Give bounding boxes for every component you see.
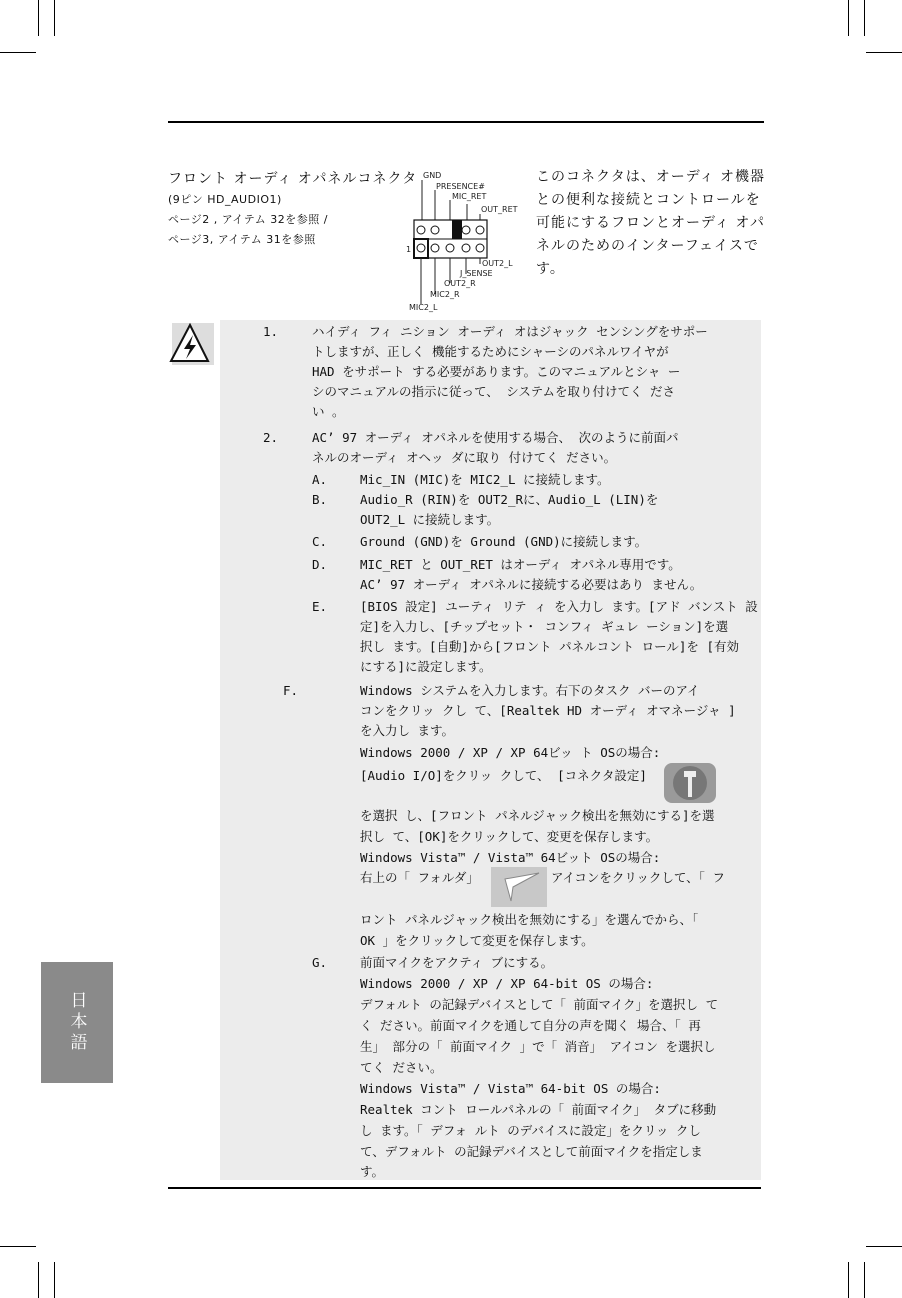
connector-ref-page3: ページ3, アイテム 31を参照 bbox=[168, 233, 316, 246]
note-text: 択し ます。[自動]から[フロント パネルコント ロール]を [有効 bbox=[360, 639, 739, 654]
note-text: 択し て、[OK]をクリックして、変更を保存します。 bbox=[360, 829, 659, 844]
label-gnd: GND bbox=[423, 171, 442, 180]
crop-mark bbox=[0, 1246, 36, 1247]
crop-mark bbox=[0, 52, 36, 53]
note-text: [BIOS 設定] ユーティ リテ ィ を入力し ます。[アド バンスト 設 bbox=[360, 599, 758, 614]
folder-icon bbox=[491, 867, 547, 911]
note-marker: 1. bbox=[263, 324, 279, 339]
note-text: Mic_IN (MIC)を MIC2_L に接続します。 bbox=[360, 472, 610, 487]
note-text: い 。 bbox=[312, 404, 345, 419]
label-mic2-l: MIC2_L bbox=[409, 303, 438, 312]
note-text: 定]を入力し、[チップセット・ コンフィ ギュレ ーション]を選 bbox=[360, 619, 729, 634]
label-mic-ret: MIC_RET bbox=[452, 192, 487, 201]
note-marker: A. bbox=[312, 472, 328, 487]
note-marker: G. bbox=[312, 955, 328, 970]
label-out2-r: OUT2_R bbox=[444, 279, 476, 288]
note-text: トしますが、正しく 機能するためにシャーシのパネルワイヤが bbox=[312, 344, 669, 359]
footer-rule bbox=[168, 1187, 761, 1189]
note-text: OUT2_L に接続します。 bbox=[360, 512, 500, 527]
connector-description bbox=[536, 166, 764, 281]
note-marker: B. bbox=[312, 492, 328, 507]
note-text: Windows 2000 / XP / XP 64-bit OS の場合: bbox=[360, 976, 654, 991]
note-text: ネルのオーディ オヘッ ダに取り 付けてく ださい。 bbox=[312, 450, 617, 465]
note-text: て、デフォルト の記録デバイスとして前面マイクを指定しま bbox=[360, 1144, 703, 1159]
crop-mark bbox=[848, 1262, 849, 1298]
description-line: 可能にするフロンとオーディ オパ bbox=[536, 215, 766, 231]
warning-lightning-icon bbox=[168, 321, 216, 373]
note-text: を選択 し、[フロント パネルジャック検出を無効にする]を選 bbox=[360, 808, 715, 823]
note-text: 前面マイクをアクティ ブにする。 bbox=[360, 955, 554, 970]
note-marker: E. bbox=[312, 599, 328, 614]
connector-ref-page2: ページ2 , アイテム 32を参照 / bbox=[168, 213, 328, 226]
connector-title: フロント オーディ オパネルコネクタ bbox=[168, 171, 418, 187]
crop-mark bbox=[866, 1246, 902, 1247]
note-text: く ださい。前面マイクを通して自分の声を聞く 場合、「 再 bbox=[360, 1018, 701, 1033]
label-presence: PRESENCE# bbox=[436, 182, 485, 191]
description-line: ネルのためのインターフェイスで bbox=[536, 238, 759, 254]
note-text: アイコンをクリックして、「 フ bbox=[551, 870, 725, 885]
note-text: AC’ 97 オーディ オパネルに接続する必要はあり ません。 bbox=[360, 577, 703, 592]
crop-mark bbox=[38, 1262, 39, 1298]
crop-mark bbox=[38, 0, 39, 36]
description-line: す。 bbox=[536, 261, 565, 277]
note-text: Windows Vista™ / Vista™ 64ビット OSの場合: bbox=[360, 850, 661, 865]
note-text: 生」 部分の「 前面マイク 」で「 消音」 アイコン を選択し bbox=[360, 1039, 716, 1054]
crop-mark bbox=[54, 0, 55, 36]
note-text: デフォルト の記録デバイスとして「 前面マイク」を選択し て bbox=[360, 997, 719, 1012]
note-text: Windows 2000 / XP / XP 64ビッ ト OSの場合: bbox=[360, 745, 661, 760]
note-text: 右上の「 フォルダ」 bbox=[360, 870, 479, 885]
label-pin-one: 1 bbox=[406, 245, 412, 254]
note-text: OK 」をクリックして変更を保存します。 bbox=[360, 933, 594, 948]
crop-mark bbox=[864, 1262, 865, 1298]
connector-pin-diagram bbox=[400, 168, 530, 322]
note-text: コンをクリッ クし て、[Realtek HD オーディ オマネージャ ] bbox=[360, 703, 736, 718]
crop-mark bbox=[848, 0, 849, 36]
note-text: す。 bbox=[360, 1164, 385, 1179]
note-text: にする]に設定します。 bbox=[360, 659, 492, 674]
language-label: 日本語 bbox=[66, 991, 87, 1054]
note-text: Audio_R (RIN)を OUT2_Rに、Audio_L (LIN)を bbox=[360, 492, 659, 507]
note-marker: 2. bbox=[263, 430, 279, 445]
note-text: Windows Vista™ / Vista™ 64-bit OS の場合: bbox=[360, 1081, 661, 1096]
label-out-ret: OUT_RET bbox=[481, 205, 518, 214]
header-rule bbox=[168, 121, 764, 123]
note-text: ハイディ フィ ニション オーディ オはジャック センシングをサポー bbox=[312, 324, 708, 339]
note-text: AC’ 97 オーディ オパネルを使用する場合、 次のように前面パ bbox=[312, 430, 679, 445]
note-text: [Audio I/O]をクリッ クして、 [コネクタ設定] bbox=[360, 768, 647, 783]
note-text: し ます。「 デフォ ルト のデバイスに設定」をクリッ クし bbox=[360, 1123, 701, 1138]
note-marker: D. bbox=[312, 557, 328, 572]
language-side-tab bbox=[41, 962, 113, 1083]
note-text: シのマニュアルの指示に従って、 システムを取り付けてく ださ bbox=[312, 384, 676, 399]
description-line: との便利な接続とコントロールを bbox=[536, 192, 761, 208]
note-text: Ground (GND)を Ground (GND)に接続します。 bbox=[360, 534, 648, 549]
note-text: MIC_RET と OUT_RET はオーディ オパネル専用です。 bbox=[360, 557, 681, 572]
description-line: このコネクタは、オーディ オ機器 bbox=[536, 169, 766, 185]
connector-pin-spec: (9ピン HD_AUDIO1) bbox=[168, 193, 282, 206]
note-text: ロント パネルジャック検出を無効にする」を選んでから、「 bbox=[360, 912, 699, 927]
label-out2-l: OUT2_L bbox=[482, 259, 513, 268]
label-j-sense: J_SENSE bbox=[460, 269, 493, 278]
crop-mark bbox=[864, 0, 865, 36]
note-text: てく ださい。 bbox=[360, 1060, 443, 1075]
note-text: Realtek コント ロールパネルの「 前面マイク」 タブに移動 bbox=[360, 1102, 717, 1117]
crop-mark bbox=[54, 1262, 55, 1298]
note-text: を入力し ます。 bbox=[360, 723, 455, 738]
note-text: Windows システムを入力します。右下のタスク バーのアイ bbox=[360, 683, 700, 698]
connector-settings-icon bbox=[664, 763, 716, 807]
note-marker: C. bbox=[312, 534, 328, 549]
label-mic2-r: MIC2_R bbox=[430, 290, 460, 299]
note-marker: F. bbox=[283, 683, 299, 698]
crop-mark bbox=[866, 52, 902, 53]
note-text: HAD をサポート する必要があります。このマニュアルとシャ ー bbox=[312, 364, 681, 379]
